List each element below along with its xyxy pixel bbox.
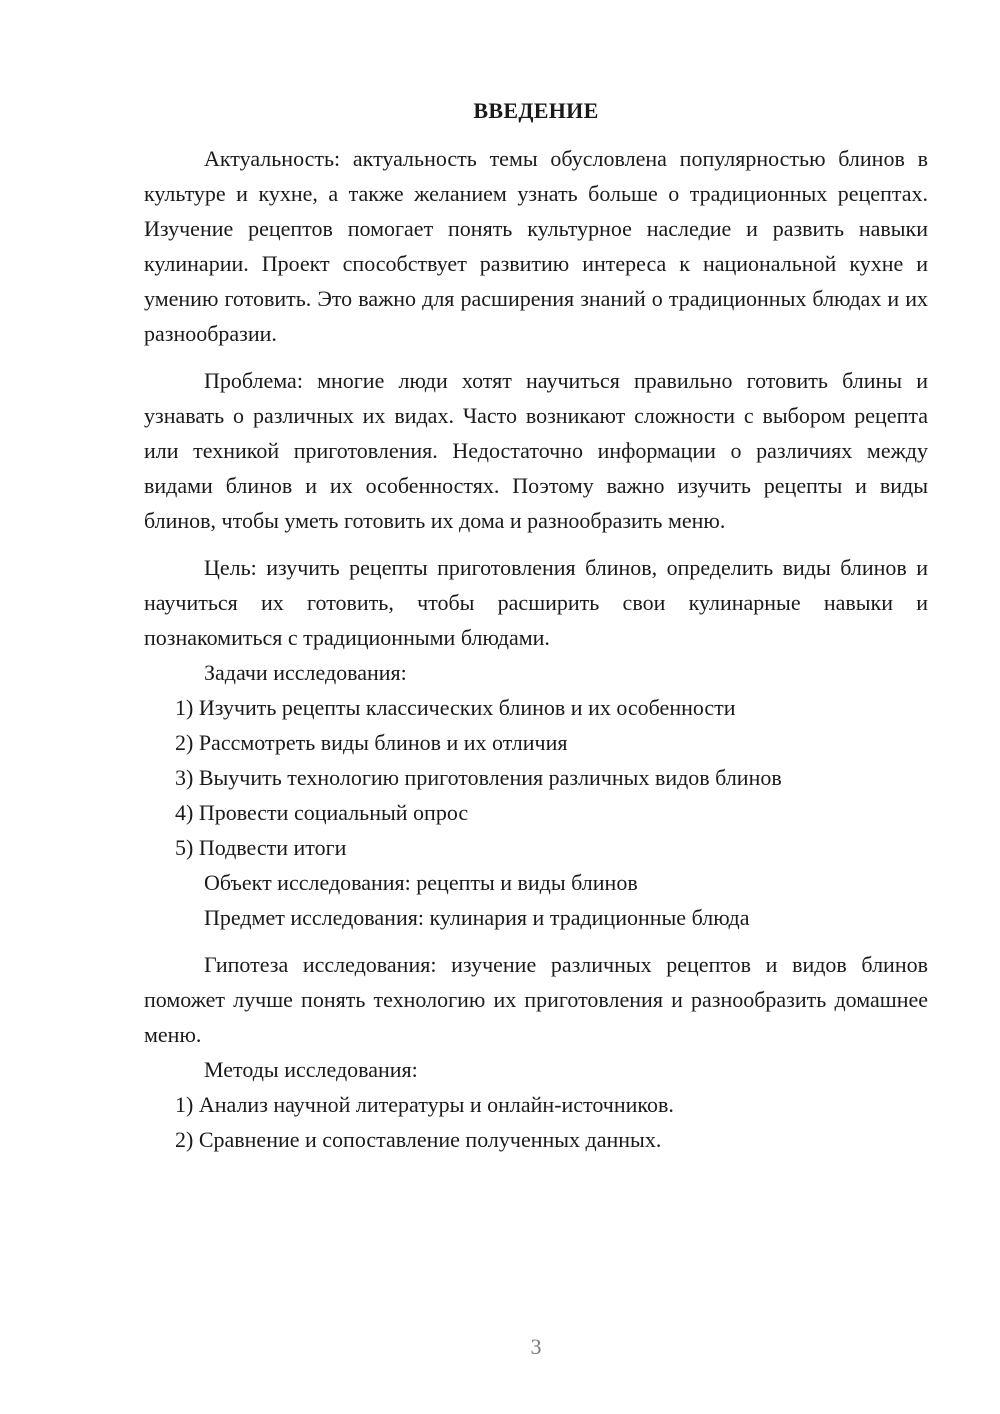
paragraph-goal: Цель: изучить рецепты приготовления блинов, определить виды блинов и научиться их готовить, чтобы расширить свои кулинарные навыки и познакомиться с традиционными блюдами. [144, 555, 928, 650]
task-item-1: 1) Изучить рецепты классических блинов и их особенности [175, 695, 736, 720]
method-item-2: 2) Сравнение и сопоставление полученных данных. [175, 1127, 662, 1152]
task-item-2: 2) Рассмотреть виды блинов и их отличия [175, 730, 568, 755]
task-item-4: 4) Провести социальный опрос [175, 800, 469, 825]
page-number: 3 [530, 1334, 542, 1359]
research-subject: Предмет исследования: кулинария и традиционные блюда [204, 905, 750, 930]
paragraph-actuality: Актуальность: актуальность темы обусловлена популярностью блинов в культуре и кухне, а также желанием узнать больше о традиционных рецептах. Изучение рецептов помогает понять культурное наследие и развить навыки кулинарии. Проект способствует развитию интереса к национальной кухне и умению готовить. Это важно для расширения знаний о традиционных блюдах и их разнообразии. [144, 146, 928, 346]
research-object: Объект исследования: рецепты и виды блинов [204, 870, 638, 895]
task-item-3: 3) Выучить технологию приготовления различных видов блинов [175, 765, 782, 790]
paragraph-hypothesis: Гипотеза исследования: изучение различных рецептов и видов блинов поможет лучше понять технологию их приготовления и разнообразить домашнее меню. [144, 952, 928, 1047]
tasks-heading: Задачи исследования: [204, 660, 407, 685]
method-item-1: 1) Анализ научной литературы и онлайн-источников. [175, 1092, 674, 1117]
task-item-5: 5) Подвести итоги [175, 835, 347, 860]
methods-heading: Методы исследования: [204, 1057, 418, 1082]
paragraph-problem: Проблема: многие люди хотят научиться правильно готовить блины и узнавать о различных их видах. Часто возникают сложности с выбором рецепта или техникой приготовления. Недостаточно информации о различиях между видами блинов и их особенностях. Поэтому важно изучить рецепты и виды блинов, чтобы уметь готовить их дома и разнообразить меню. [144, 368, 928, 533]
document-body [144, 141, 928, 1157]
page-title: ВВЕДЕНИЕ [473, 98, 599, 123]
